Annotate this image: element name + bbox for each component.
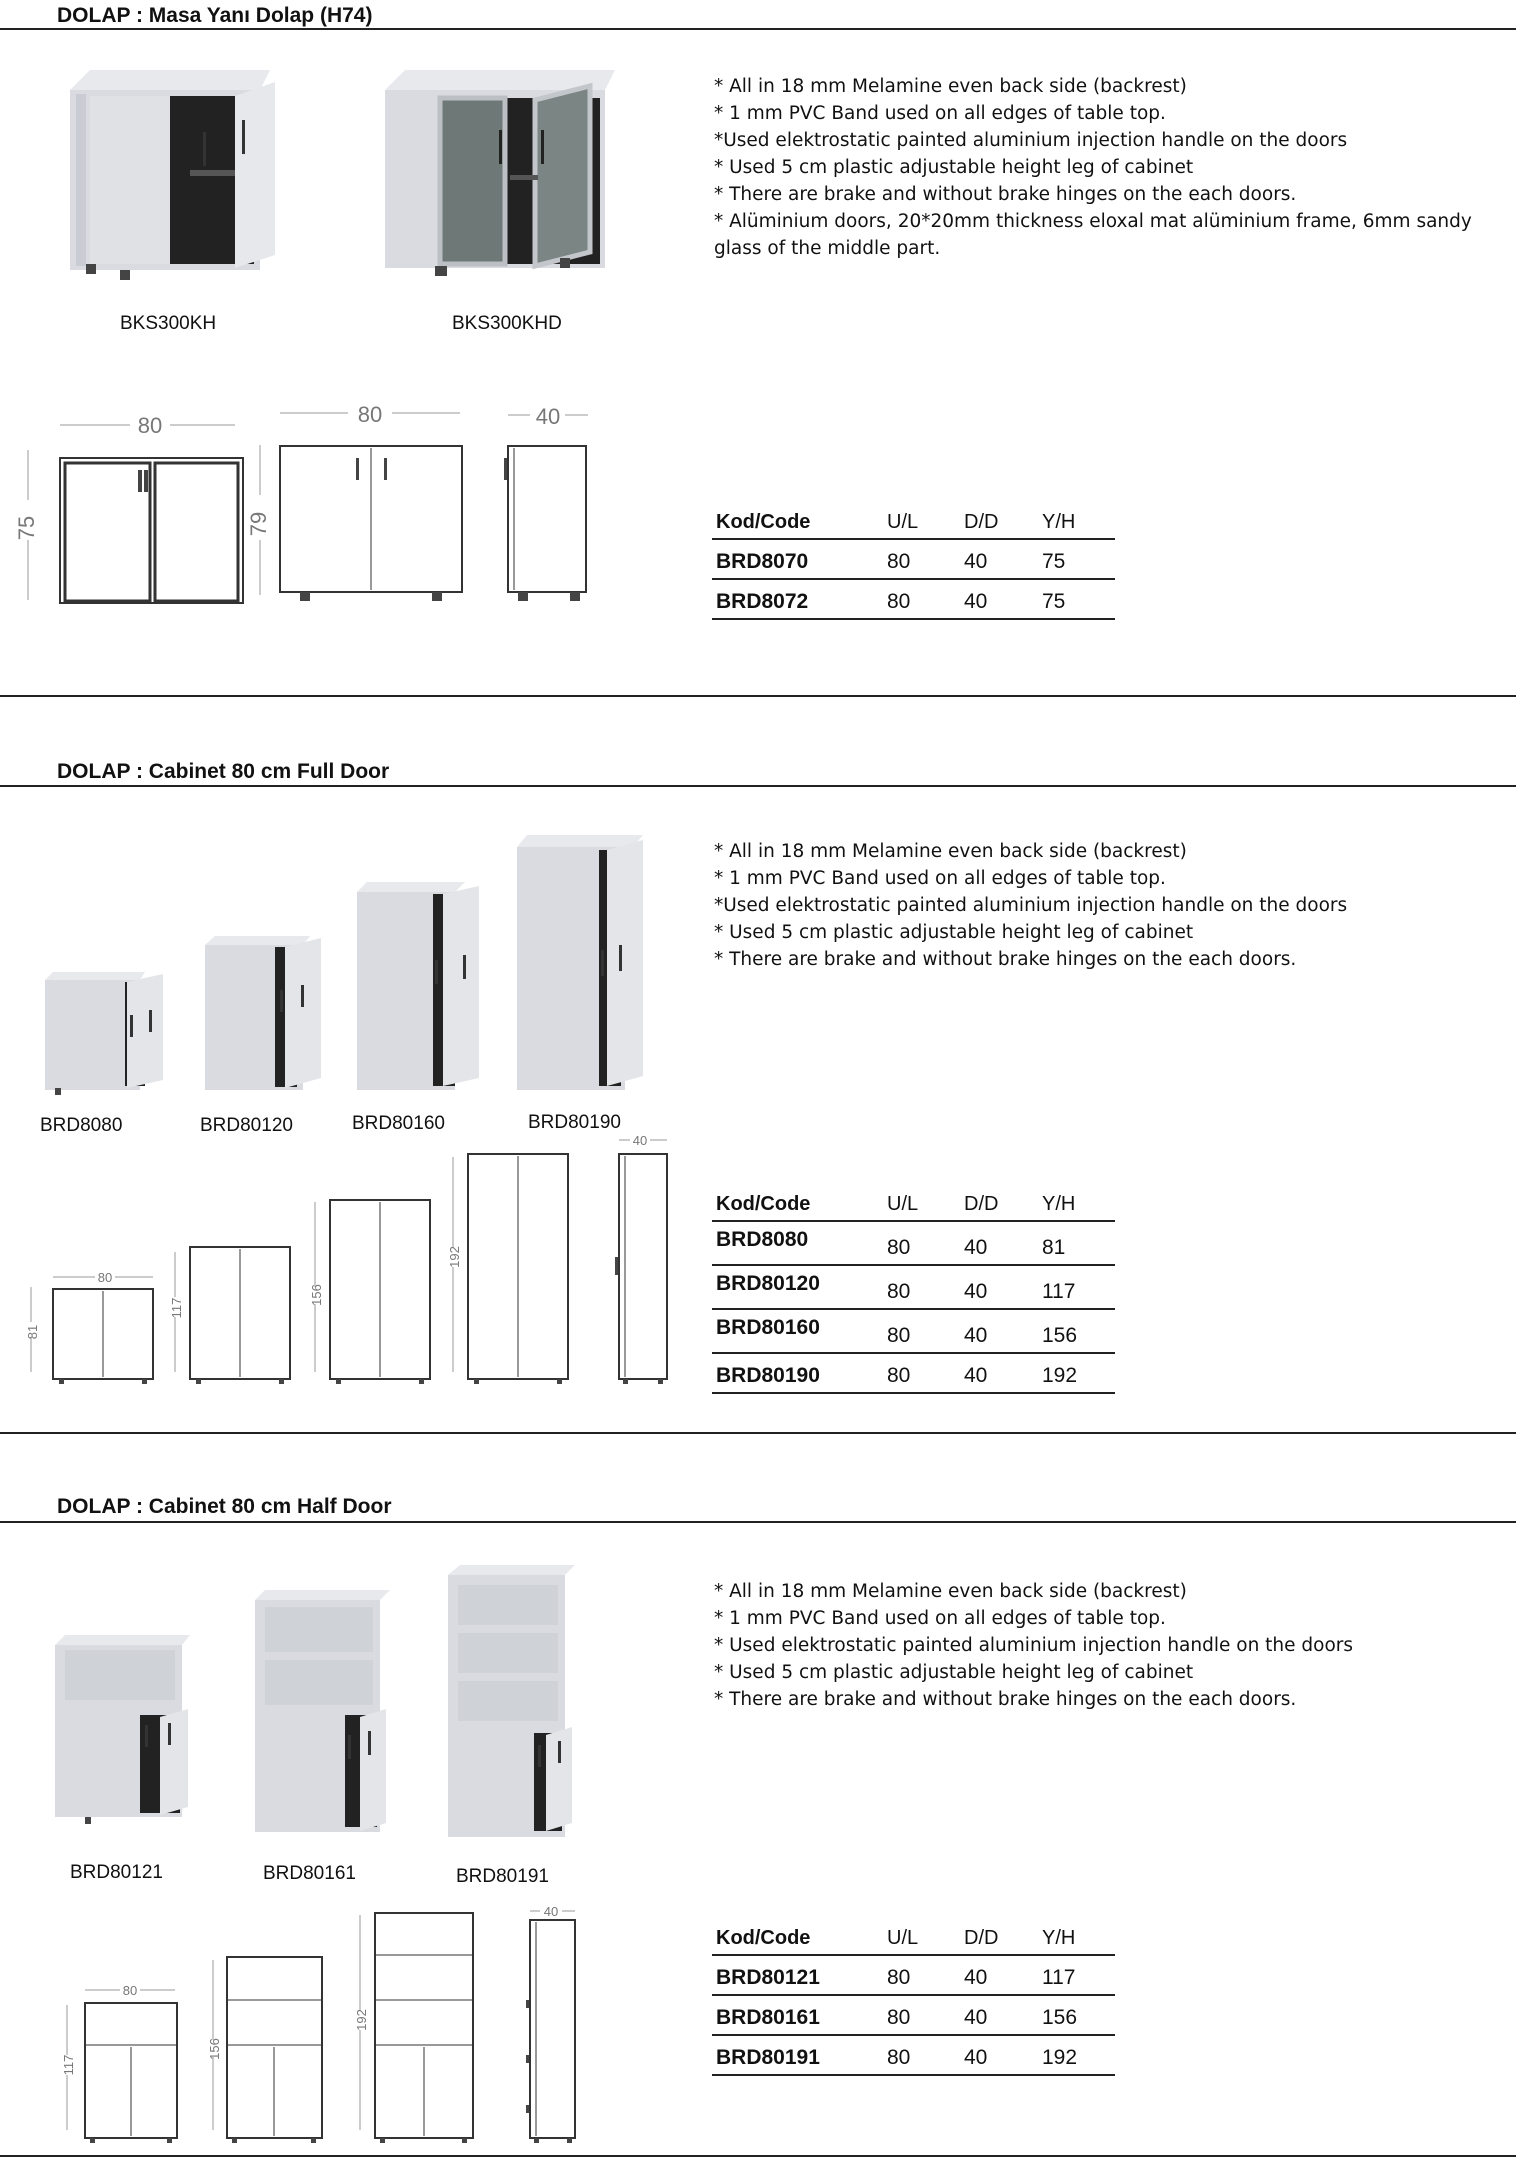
dim-height-192: 192 xyxy=(354,2009,369,2031)
feature-line: * Used elektrostatic painted aluminium injection handle on the doors xyxy=(714,1635,1354,1656)
header-height: Y/H xyxy=(1042,511,1076,533)
table-row xyxy=(712,1266,1115,1310)
dim-width-1: 80 xyxy=(137,413,163,438)
dim-height-192: 192 xyxy=(447,1246,462,1268)
cell-height: 81 xyxy=(1042,1236,1066,1259)
cell-depth: 40 xyxy=(964,590,988,613)
cell-width: 80 xyxy=(887,590,911,613)
section-1-spec-table xyxy=(712,500,1115,620)
feature-line: * There are brake and without brake hinges on the each doors. xyxy=(714,949,1297,970)
section-1-title-rule xyxy=(0,28,1516,30)
cell-depth: 40 xyxy=(964,1280,988,1303)
dim-height-81: 81 xyxy=(25,1324,40,1340)
cell-height: 192 xyxy=(1042,2046,1078,2069)
table-row xyxy=(712,1354,1115,1394)
cell-width: 80 xyxy=(887,1324,911,1347)
section-3-spec-table xyxy=(712,1916,1115,2076)
cell-code: BRD80160 xyxy=(716,1316,820,1339)
caption-brd80191: BRD80191 xyxy=(456,1866,549,1887)
cell-height: 75 xyxy=(1042,590,1066,613)
cabinet-image-brd80190 xyxy=(517,835,643,1090)
cell-depth: 40 xyxy=(964,1324,988,1347)
cell-width: 80 xyxy=(887,1364,911,1387)
cabinet-image-bks300kh xyxy=(70,60,300,285)
cell-width: 80 xyxy=(887,1236,911,1259)
section-3-features xyxy=(714,1578,1504,1713)
cell-height: 117 xyxy=(1042,1966,1076,1989)
feature-line: * 1 mm PVC Band used on all edges of table top. xyxy=(714,103,1166,124)
feature-line: * 1 mm PVC Band used on all edges of table top. xyxy=(714,1608,1166,1629)
cabinet-image-brd80121 xyxy=(55,1635,190,1824)
cell-depth: 40 xyxy=(964,2006,988,2029)
cell-depth: 40 xyxy=(964,1364,988,1387)
section-divider xyxy=(0,1432,1516,1434)
dim-height-2: 79 xyxy=(246,511,271,537)
cell-height: 75 xyxy=(1042,550,1066,573)
header-depth: D/D xyxy=(964,1927,999,1949)
cell-width: 80 xyxy=(887,550,911,573)
feature-line: * Used 5 cm plastic adjustable height leg of cabinet xyxy=(714,1662,1194,1683)
feature-line: * All in 18 mm Melamine even back side (backrest) xyxy=(714,76,1187,97)
caption-brd80190: BRD80190 xyxy=(528,1112,621,1133)
cell-code: BRD80121 xyxy=(716,1966,820,1989)
feature-line: * All in 18 mm Melamine even back side (backrest) xyxy=(714,841,1187,862)
cell-code: BRD8072 xyxy=(716,590,809,613)
cabinet-image-brd80191 xyxy=(448,1565,575,1837)
dim-width: 80 xyxy=(122,1983,138,1998)
cell-width: 80 xyxy=(887,2006,911,2029)
dim-height-117: 117 xyxy=(61,2054,76,2076)
table-row xyxy=(712,580,1115,620)
cell-width: 80 xyxy=(887,1966,911,1989)
section-3-title: DOLAP : Cabinet 80 cm Half Door xyxy=(57,1495,392,1518)
header-depth: D/D xyxy=(964,1193,999,1215)
cell-width: 80 xyxy=(887,2046,911,2069)
dim-depth: 40 xyxy=(543,1904,559,1919)
table-row xyxy=(712,2036,1115,2076)
cell-code: BRD80120 xyxy=(716,1272,820,1295)
table-row xyxy=(712,1956,1115,1996)
section-2-product-images xyxy=(45,830,665,1100)
feature-line: * Used 5 cm plastic adjustable height leg of cabinet xyxy=(714,922,1194,943)
cell-height: 192 xyxy=(1042,1364,1078,1387)
section-3-product-images xyxy=(50,1585,610,1855)
feature-line: *Used elektrostatic painted aluminium injection handle on the doors xyxy=(714,895,1348,916)
table-row xyxy=(712,540,1115,580)
feature-line: *Used elektrostatic painted aluminium injection handle on the doors xyxy=(714,130,1348,151)
feature-line: * There are brake and without brake hinges on the each doors. xyxy=(714,1689,1297,1710)
cell-width: 80 xyxy=(887,1280,911,1303)
cabinet-image-brd80120 xyxy=(205,936,321,1090)
section-3-technical-drawings xyxy=(55,1895,615,2155)
header-height: Y/H xyxy=(1042,1193,1076,1215)
dim-depth: 40 xyxy=(535,404,561,429)
caption-bks300kh: BKS300KH xyxy=(120,313,217,334)
cabinet-image-brd8080 xyxy=(45,972,163,1095)
table-header-row xyxy=(712,500,1115,540)
cell-depth: 40 xyxy=(964,2046,988,2069)
caption-brd8080: BRD8080 xyxy=(40,1115,123,1136)
section-2-title: DOLAP : Cabinet 80 cm Full Door xyxy=(57,760,390,783)
table-row xyxy=(712,1222,1115,1266)
section-1-features xyxy=(714,73,1504,262)
feature-line: * There are brake and without brake hinges on the each doors. xyxy=(714,184,1297,205)
dim-height-156: 156 xyxy=(309,1284,324,1306)
header-depth: D/D xyxy=(964,511,999,533)
dim-depth: 40 xyxy=(632,1133,648,1148)
cell-height: 156 xyxy=(1042,1324,1078,1347)
header-width: U/L xyxy=(887,1193,919,1215)
section-2-features xyxy=(714,838,1504,973)
cell-height: 156 xyxy=(1042,2006,1078,2029)
cabinet-image-bks300khd xyxy=(385,60,655,285)
table-row xyxy=(712,1310,1115,1354)
cell-height: 117 xyxy=(1042,1280,1076,1303)
header-width: U/L xyxy=(887,511,919,533)
header-width: U/L xyxy=(887,1927,919,1949)
header-height: Y/H xyxy=(1042,1927,1076,1949)
caption-bks300khd: BKS300KHD xyxy=(452,313,562,334)
cell-depth: 40 xyxy=(964,1966,988,1989)
section-3-title-rule xyxy=(0,1521,1516,1523)
dim-height-117: 117 xyxy=(169,1297,184,1319)
dim-height-1: 75 xyxy=(14,515,39,541)
table-header-row xyxy=(712,1180,1115,1222)
dim-height-156: 156 xyxy=(207,2038,222,2060)
caption-brd80120: BRD80120 xyxy=(200,1115,293,1136)
section-2-title-rule xyxy=(0,785,1516,787)
caption-brd80160: BRD80160 xyxy=(352,1113,445,1134)
table-header-row xyxy=(712,1916,1115,1956)
dim-width: 80 xyxy=(97,1270,113,1285)
feature-line: * Alüminium doors, 20*20mm thickness eloxal mat alüminium frame, 6mm sandy glass of the middle part. xyxy=(714,211,1472,259)
cell-code: BRD8070 xyxy=(716,550,809,573)
page-bottom-rule xyxy=(0,2155,1516,2157)
header-code: Kod/Code xyxy=(716,511,811,533)
cell-code: BRD80190 xyxy=(716,1364,820,1387)
dim-width-2: 80 xyxy=(357,402,383,427)
section-2-technical-drawings xyxy=(25,1132,685,1392)
cell-code: BRD8080 xyxy=(716,1228,809,1251)
section-2-spec-table xyxy=(712,1180,1115,1394)
cell-depth: 40 xyxy=(964,1236,988,1259)
cell-code: BRD80161 xyxy=(716,2006,820,2029)
section-1-title: DOLAP : Masa Yanı Dolap (H74) xyxy=(57,4,373,27)
table-row xyxy=(712,1996,1115,2036)
caption-brd80121: BRD80121 xyxy=(70,1862,163,1883)
feature-line: * Used 5 cm plastic adjustable height leg of cabinet xyxy=(714,157,1194,178)
section-divider xyxy=(0,695,1516,697)
header-code: Kod/Code xyxy=(716,1193,811,1215)
section-1-technical-drawings xyxy=(14,400,610,615)
header-code: Kod/Code xyxy=(716,1927,811,1949)
feature-line: * 1 mm PVC Band used on all edges of table top. xyxy=(714,868,1166,889)
cell-code: BRD80191 xyxy=(716,2046,820,2069)
cabinet-image-brd80161 xyxy=(255,1590,390,1832)
caption-brd80161: BRD80161 xyxy=(263,1863,356,1884)
cabinet-image-brd80160 xyxy=(357,882,479,1090)
feature-line: * All in 18 mm Melamine even back side (backrest) xyxy=(714,1581,1187,1602)
cell-depth: 40 xyxy=(964,550,988,573)
